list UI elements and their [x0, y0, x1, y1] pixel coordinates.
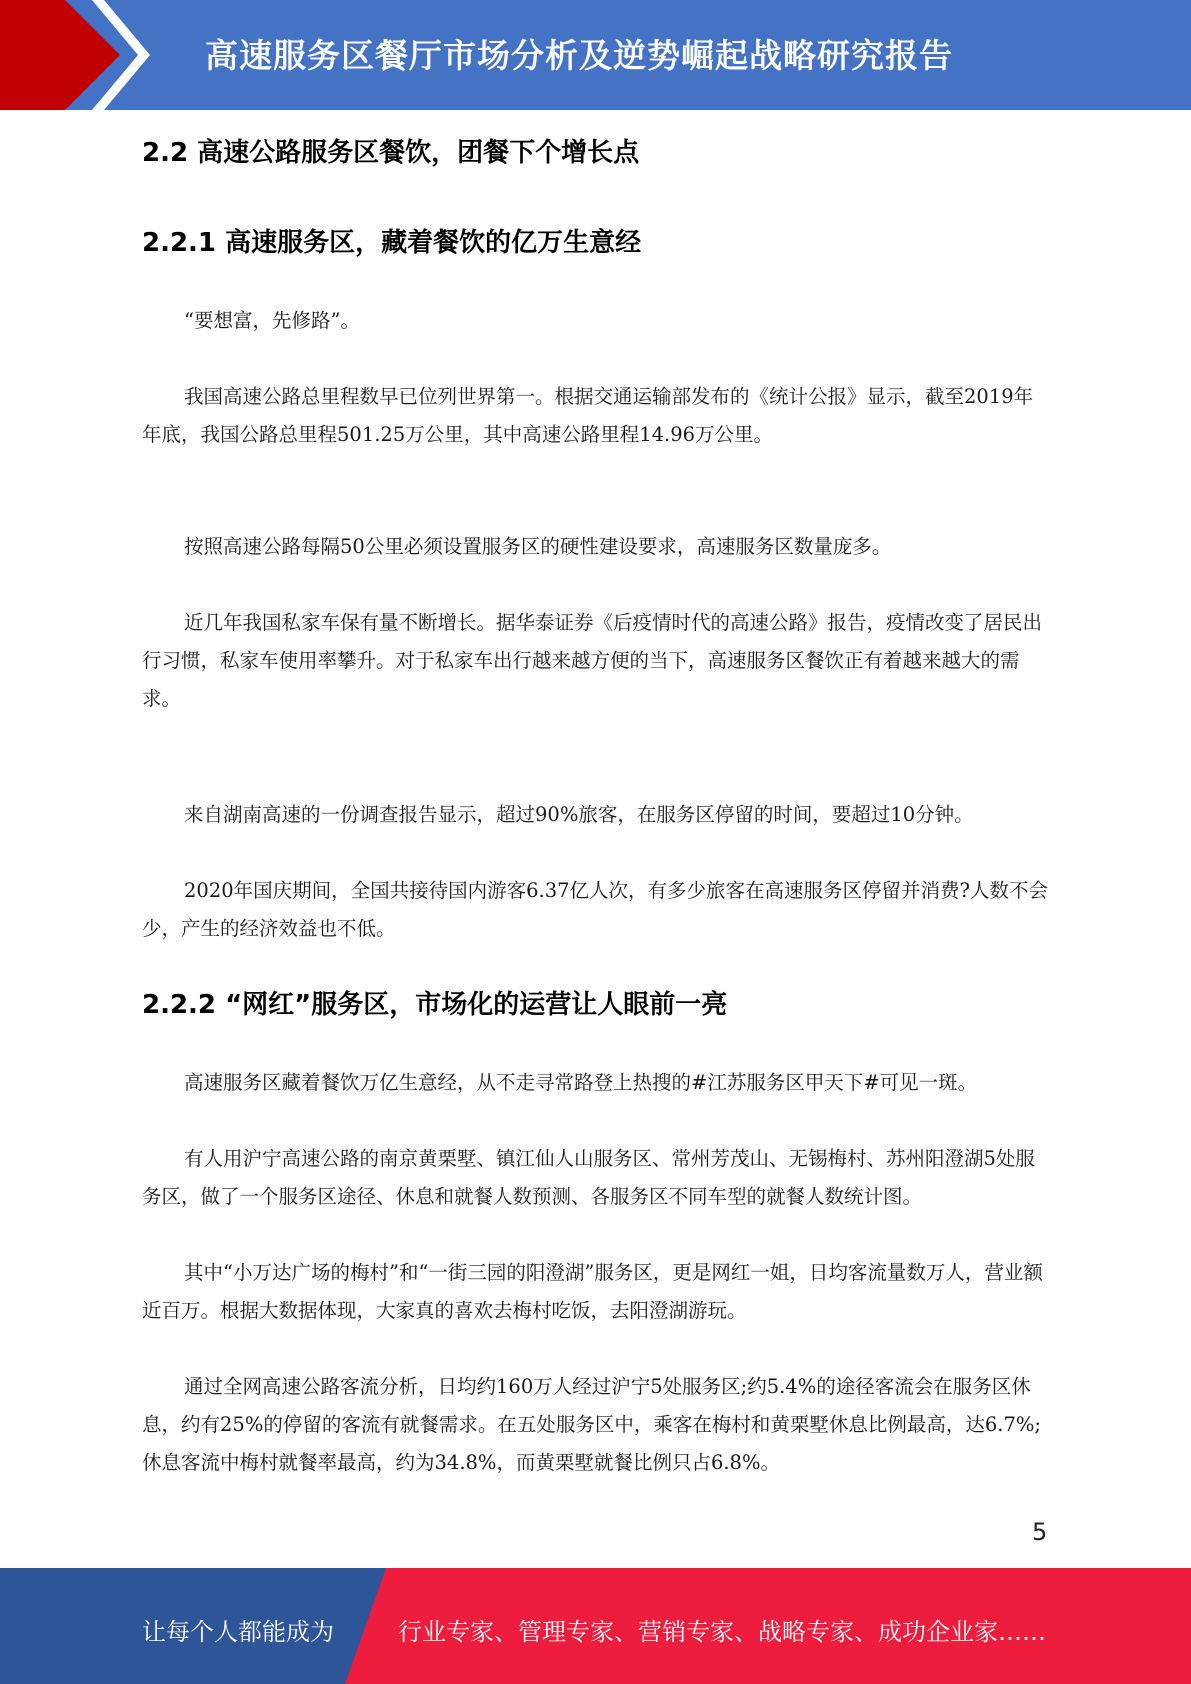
paragraph: 高速服务区藏着餐饮万亿生意经，从不走寻常路登上热搜的#江苏服务区甲天下#可见一斑。 [184, 1071, 978, 1094]
section-heading-2-2: 2.2 高速公路服务区餐饮，团餐下个增长点 [142, 138, 640, 168]
paragraph: 近几年我国私家车保有量不断增长。据华泰证券《后疫情时代的高速公路》报告，疫情改变了居民出行习惯，私家车使用率攀升。对于私家车出行越来越方便的当下，高速服务区餐饮正有着越来越大的需求。 [142, 611, 1043, 710]
page-footer [0, 1568, 1191, 1684]
report-title: 高速服务区餐厅市场分析及逆势崛起战略研究报告 [205, 36, 953, 75]
page-number: 5 [1032, 1518, 1048, 1546]
paragraph: 来自湖南高速的一份调查报告显示，超过90%旅客，在服务区停留的时间，要超过10分钟。 [184, 803, 974, 826]
paragraph: 有人用沪宁高速公路的南京黄栗墅、镇江仙人山服务区、常州芳茂山、无锡梅村、苏州阳澄湖5处服务区，做了一个服务区途径、休息和就餐人数预测、各服务区不同车型的就餐人数统计图。 [142, 1147, 1035, 1208]
paragraph: 通过全网高速公路客流分析，日均约160万人经过沪宁5处服务区;约5.4%的途径客流会在服务区休息，约有25%的停留的客流有就餐需求。在五处服务区中，乘客在梅村和黄栗墅休息比例最高，达6.7%;休息客流中梅村就餐率最高，约为34.8%，而黄栗墅就餐比例只占6.8%。 [142, 1375, 1041, 1474]
paragraph: 按照高速公路每隔50公里必须设置服务区的硬性建设要求，高速服务区数量庞多。 [184, 535, 892, 558]
paragraph: 其中“小万达广场的梅村”和“一街三园的阳澄湖”服务区，更是网红一姐，日均客流量数万人，营业额近百万。根据大数据体现，大家真的喜欢去梅村吃饭，去阳澄湖游玩。 [142, 1261, 1043, 1322]
page-header [0, 0, 1191, 110]
paragraph: “要想富，先修路”。 [184, 309, 360, 332]
footer-slogan-right: 行业专家、管理专家、营销专家、战略专家、成功企业家…… [398, 1618, 1046, 1646]
header-red-arrow [0, 0, 150, 110]
paragraph: 2020年国庆期间，全国共接待国内游客6.37亿人次，有多少旅客在高速服务区停留并消费?人数不会少，产生的经济效益也不低。 [142, 879, 1048, 940]
section-heading-2-2-1: 2.2.1 高速服务区，藏着餐饮的亿万生意经 [142, 228, 642, 258]
footer-slogan-left: 让每个人都能成为 [142, 1618, 334, 1646]
section-heading-2-2-2: 2.2.2 “网红”服务区，市场化的运营让人眼前一亮 [142, 990, 728, 1020]
paragraph: 我国高速公路总里程数早已位列世界第一。根据交通运输部发布的《统计公报》显示，截至2019年年底，我国公路总里程501.25万公里，其中高速公路里程14.96万公里。 [142, 385, 1034, 446]
